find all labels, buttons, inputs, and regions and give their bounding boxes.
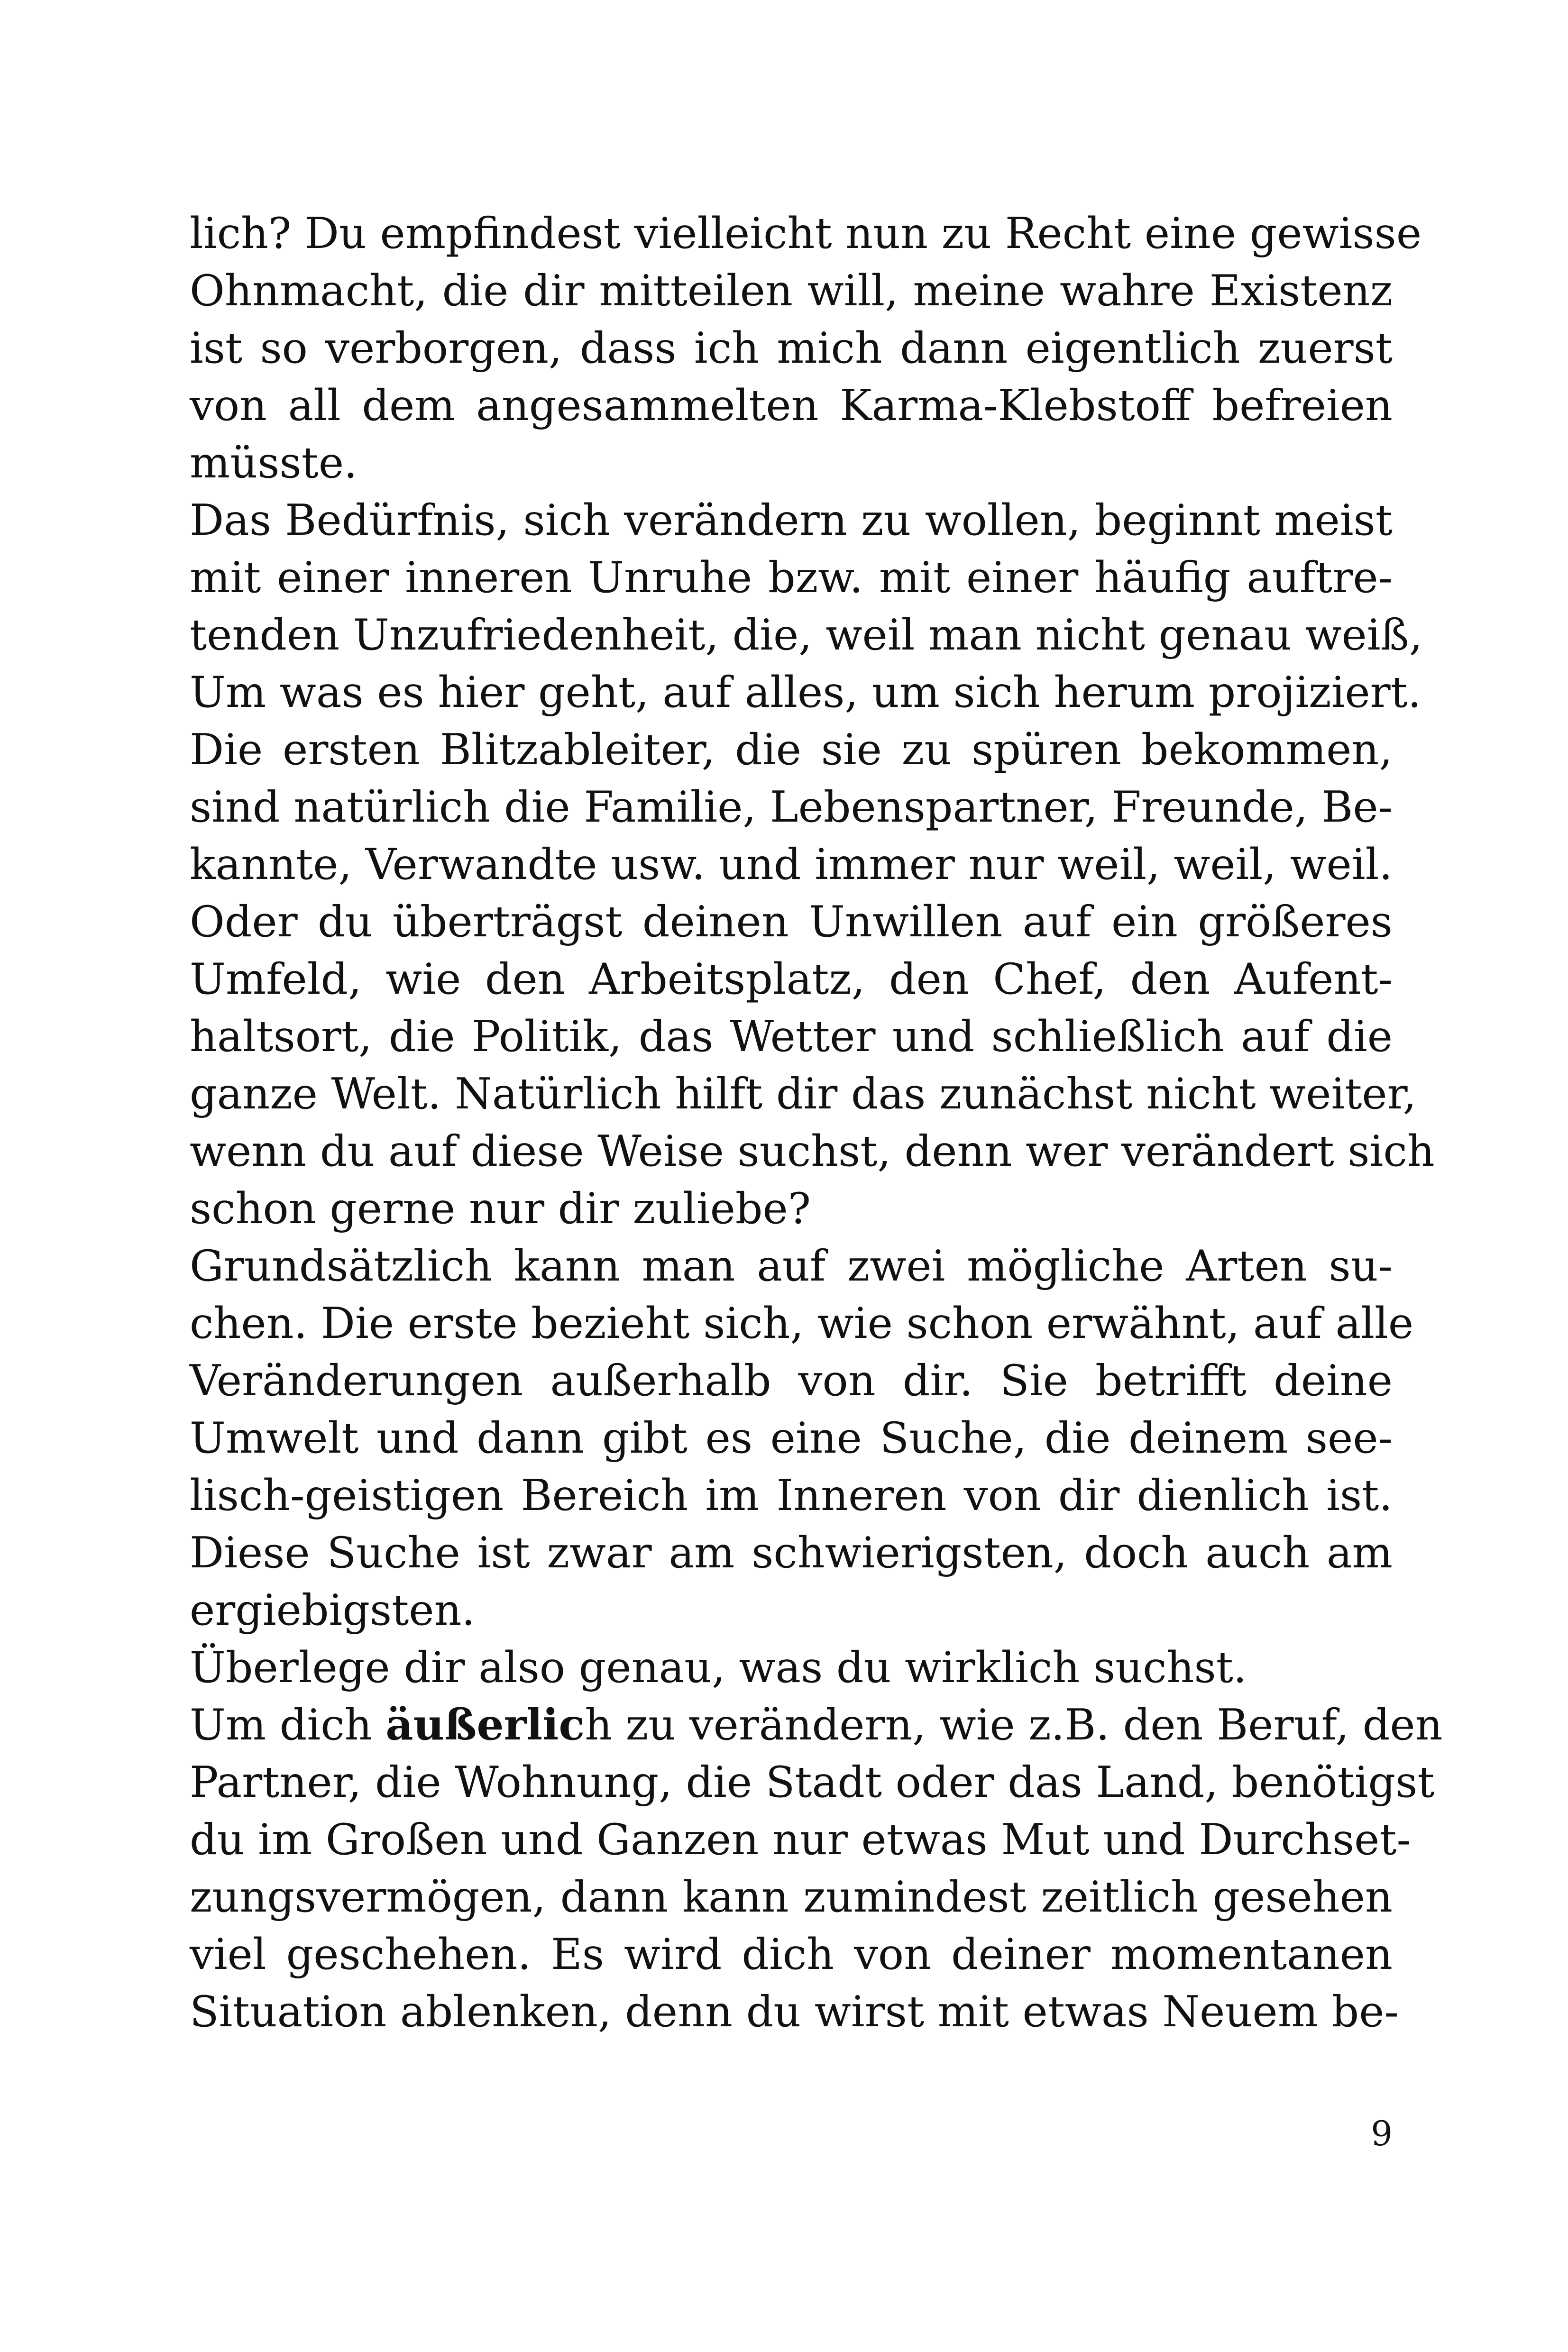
text-line: von all dem angesammelten Karma-Klebstoff befreien	[190, 381, 1393, 430]
text-line: ganze Welt. Natürlich hilft dir das zunächst nicht weiter,	[190, 1069, 1417, 1119]
text-line: lisch-geistigen Bereich im Inneren von dir dienlich ist.	[190, 1471, 1393, 1520]
text-fragment: h zu verändern, wie z.B. den Beruf, den	[585, 1700, 1443, 1750]
text-line: Die ersten Blitzableiter, die sie zu spüren bekommen,	[190, 725, 1393, 775]
text-line: ergiebigsten.	[190, 1585, 476, 1635]
text-line: haltsort, die Politik, das Wetter und schließlich auf die	[190, 1012, 1393, 1062]
text-line: du im Großen und Ganzen nur etwas Mut und Durchset-	[190, 1815, 1411, 1865]
text-line: Umwelt und dann gibt es eine Suche, die deinem see-	[190, 1413, 1393, 1463]
text-line: zungsvermögen, dann kann zumindest zeitlich gesehen	[190, 1872, 1393, 1922]
text-line: Situation ablenken, denn du wirst mit etwas Neuem be-	[190, 1987, 1399, 2037]
text-line: Ohnmacht, die dir mitteilen will, meine wahre Existenz	[190, 266, 1393, 316]
text-line: Umfeld, wie den Arbeitsplatz, den Chef, den Aufent-	[190, 954, 1393, 1004]
text-line: kannte, Verwandte usw. und immer nur weil, weil, weil.	[190, 840, 1393, 889]
text-line: Um was es hier geht, auf alles, um sich herum projiziert.	[190, 668, 1421, 717]
text-line: Diese Suche ist zwar am schwierigsten, doch auch am	[190, 1528, 1393, 1578]
text-line: schon gerne nur dir zuliebe?	[190, 1184, 811, 1234]
text-line: Grundsätzlich kann man auf zwei mögliche Arten su-	[190, 1241, 1393, 1291]
text-line: Partner, die Wohnung, die Stadt oder das Land, benötigst	[190, 1757, 1435, 1807]
text-line: tenden Unzufriedenheit, die, weil man nicht genau weiß,	[190, 610, 1423, 660]
text-line: ist so verborgen, dass ich mich dann eigentlich zuerst	[190, 323, 1393, 373]
text-line	[190, 1696, 1443, 1754]
text-line: Überlege dir also genau, was du wirklich suchst.	[190, 1643, 1247, 1693]
bold-emphasis: äußerlic	[385, 1700, 585, 1750]
text-line: viel geschehen. Es wird dich von deiner momentanen	[190, 1930, 1393, 1979]
text-line: chen. Die erste bezieht sich, wie schon erwähnt, auf alle	[190, 1299, 1414, 1348]
text-line: wenn du auf diese Weise suchst, denn wer verändert sich	[190, 1126, 1435, 1176]
text-line: Oder du überträgst deinen Unwillen auf ein größeres	[190, 897, 1393, 947]
text-fragment: Um dich	[190, 1700, 386, 1750]
text-line: müsste.	[190, 438, 358, 488]
text-line: lich? Du empfindest vielleicht nun zu Recht eine gewisse	[190, 209, 1422, 258]
text-line: Das Bedürfnis, sich verändern zu wollen, beginnt meist	[190, 495, 1393, 545]
text-line: Veränderungen außerhalb von dir. Sie betrifft deine	[190, 1356, 1393, 1406]
body-text	[190, 205, 1443, 2041]
text-line: sind natürlich die Familie, Lebenspartner, Freunde, Be-	[190, 782, 1393, 832]
page-number: 9	[1371, 2114, 1393, 2153]
text-line: mit einer inneren Unruhe bzw. mit einer häufig auftre-	[190, 553, 1393, 603]
